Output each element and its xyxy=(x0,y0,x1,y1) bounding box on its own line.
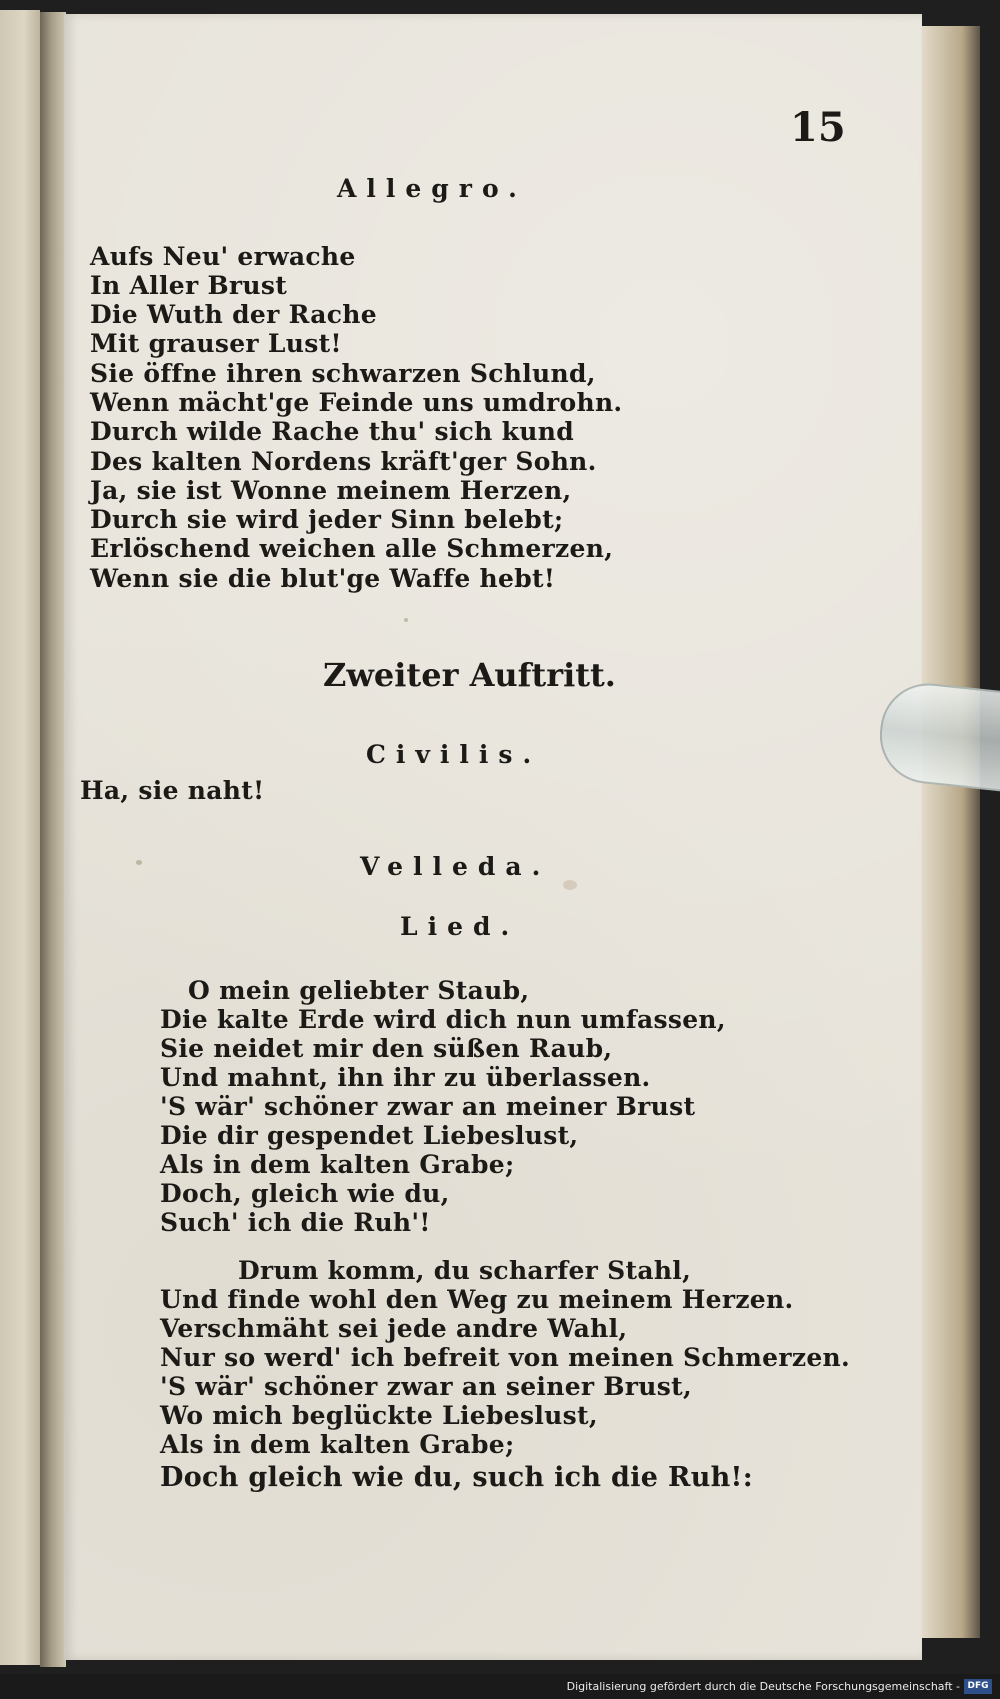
poem-line: In Aller Brust xyxy=(90,271,288,300)
poem-line: Mit grauser Lust! xyxy=(90,329,342,358)
song-line: Als in dem kalten Grabe; xyxy=(160,1150,515,1179)
poem-line: Erlöschend weichen alle Schmerzen, xyxy=(90,534,614,563)
digitization-credit: Digitalisierung gefördert durch die Deutsche Forschungsgemeinschaft - xyxy=(566,1680,960,1693)
song-line: Wo mich beglückte Liebeslust, xyxy=(160,1401,598,1430)
poem-line: Aufs Neu' erwache xyxy=(90,242,356,271)
speech-line: Ha, sie naht! xyxy=(80,776,265,805)
tempo-heading: Allegro. xyxy=(337,174,527,203)
song-line: Die dir gespendet Liebeslust, xyxy=(160,1121,579,1150)
scene-title: Zweiter Auftritt. xyxy=(323,656,616,694)
page-edges xyxy=(920,26,980,1638)
book-gutter xyxy=(40,12,66,1667)
song-line: 'S wär' schöner zwar an seiner Brust, xyxy=(160,1372,692,1401)
song-line: Drum komm, du scharfer Stahl, xyxy=(238,1256,692,1285)
paper-speck xyxy=(404,618,408,622)
song-line: O mein geliebter Staub, xyxy=(188,976,530,1005)
poem-line: Wenn mächt'ge Feinde uns umdrohn. xyxy=(90,388,623,417)
poem-line: Durch sie wird jeder Sinn belebt; xyxy=(90,505,564,534)
song-line: Such' ich die Ruh'! xyxy=(160,1208,431,1237)
poem-line: Sie öffne ihren schwarzen Schlund, xyxy=(90,359,596,388)
poem-line: Ja, sie ist Wonne meinem Herzen, xyxy=(90,476,572,505)
song-line: Doch gleich wie du, such ich die Ruh!: xyxy=(160,1462,753,1493)
previous-page-edge xyxy=(0,10,40,1665)
paper-stain xyxy=(563,880,577,890)
song-line: 'S wär' schöner zwar an meiner Brust xyxy=(160,1092,696,1121)
poem-line: Des kalten Nordens kräft'ger Sohn. xyxy=(90,447,597,476)
song-line: Die kalte Erde wird dich nun umfassen, xyxy=(160,1005,726,1034)
poem-line: Wenn sie die blut'ge Waffe hebt! xyxy=(90,564,556,593)
song-line: Verschmäht sei jede andre Wahl, xyxy=(160,1314,628,1343)
song-line: Und finde wohl den Weg zu meinem Herzen. xyxy=(160,1285,794,1314)
song-line: Nur so werd' ich befreit von meinen Schmerzen. xyxy=(160,1343,851,1372)
poem-line: Durch wilde Rache thu' sich kund xyxy=(90,417,574,446)
paper-speck xyxy=(136,860,142,865)
dfg-logo: DFG xyxy=(964,1679,992,1694)
poem-line: Die Wuth der Rache xyxy=(90,300,377,329)
song-heading: Lied. xyxy=(400,912,520,941)
speaker-name: Civilis. xyxy=(366,740,542,769)
song-line: Als in dem kalten Grabe; xyxy=(160,1430,515,1459)
speaker-name: Velleda. xyxy=(360,852,551,881)
song-line: Und mahnt, ihn ihr zu überlassen. xyxy=(160,1063,651,1092)
song-line: Doch, gleich wie du, xyxy=(160,1179,450,1208)
song-line: Sie neidet mir den süßen Raub, xyxy=(160,1034,613,1063)
page-number: 15 xyxy=(790,104,846,151)
